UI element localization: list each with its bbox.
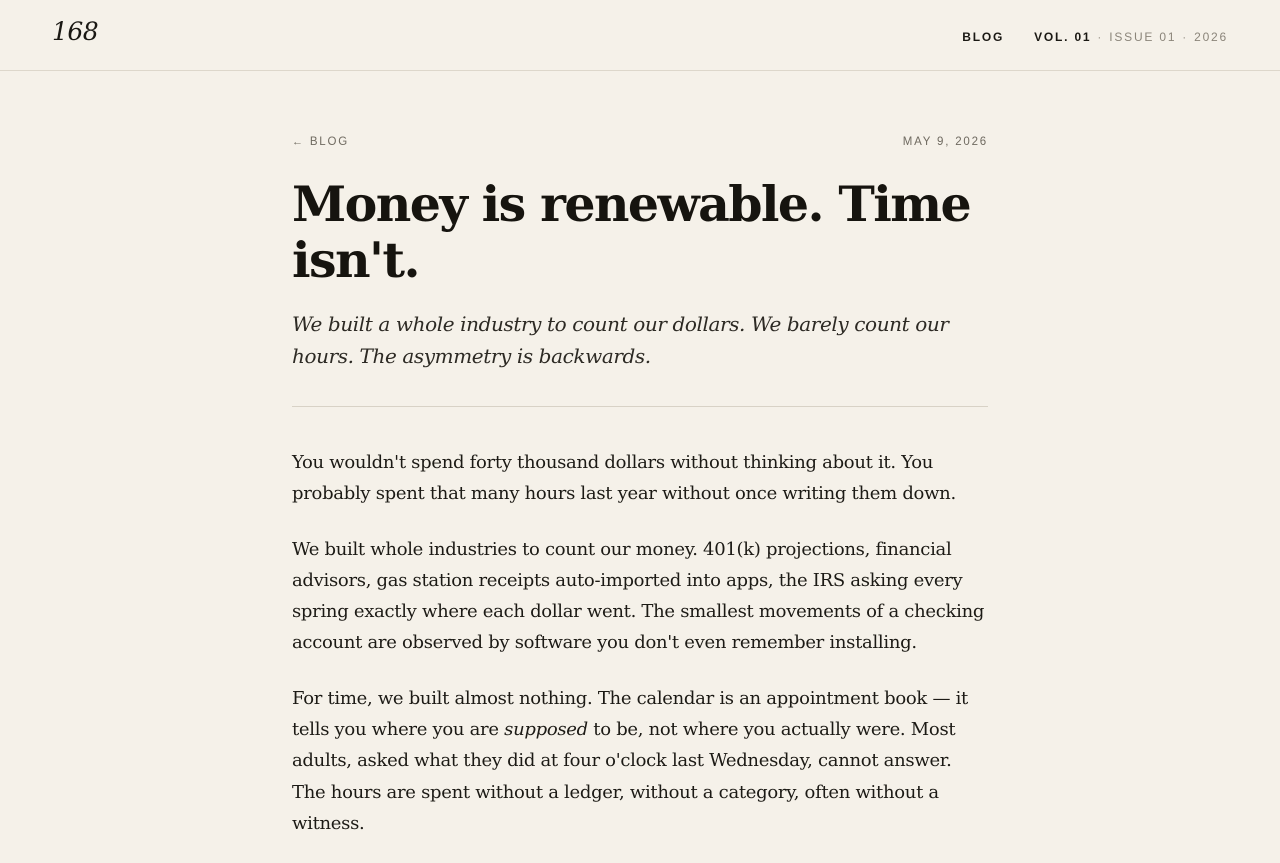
divider — [292, 406, 988, 407]
top-nav — [962, 30, 1228, 44]
nav-separator: · — [1097, 30, 1104, 44]
nav-year: 2026 — [1194, 30, 1228, 44]
arrow-left-icon: ← — [292, 136, 305, 148]
site-header — [0, 0, 1280, 71]
nav-volume: VOL. 01 — [1034, 30, 1092, 44]
back-to-blog-link[interactable] — [292, 136, 349, 148]
article — [292, 130, 988, 863]
article-meta-row — [292, 130, 988, 154]
site-logo[interactable]: 168 — [52, 17, 99, 46]
paragraph: You wouldn't spend forty thousand dollars without thinking about it. You probably spent that many hours last year without once writing them down. — [292, 452, 956, 505]
nav-issue: ISSUE 01 — [1109, 30, 1177, 44]
article-body — [292, 447, 988, 839]
nav-blog-link[interactable]: BLOG — [962, 30, 1005, 44]
paragraph — [292, 683, 988, 839]
article-subtitle: We built a whole industry to count our dollars. We barely count our hours. The asymmetry is backwards. — [292, 312, 949, 368]
article-title: Money is renewable. Time isn't. — [292, 175, 971, 289]
paragraph: We built whole industries to count our money. 401(k) projections, financial advisors, gas station receipts auto-imported into apps, the IRS asking every spring exactly where each dollar went. The smallest movements of a checking account are observed by software you don't even remember installing. — [292, 538, 985, 654]
article-date: MAY 9, 2026 — [902, 136, 988, 148]
nav-separator: · — [1182, 30, 1189, 44]
back-link-label: BLOG — [309, 136, 349, 148]
paragraph-text: to be, not where you actually were. Most adults, asked what they did at four o'clock last Wednesday, cannot answer. The hours are spent without a ledger, without a category, often without a witness. — [292, 719, 956, 834]
emphasis-text: supposed — [504, 719, 588, 741]
paragraph-text: For time, we built almost nothing. The calendar is an appointment book — it tells you where you are — [292, 687, 968, 741]
